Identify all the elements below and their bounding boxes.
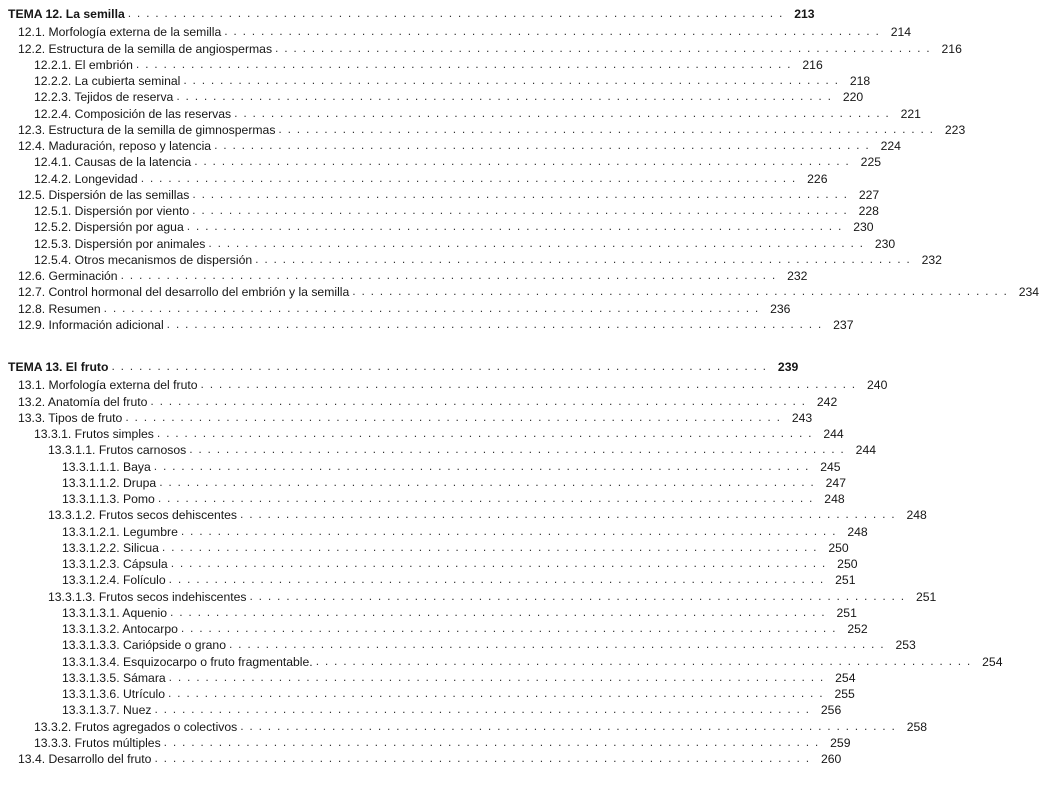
toc-entry bbox=[0, 300, 791, 316]
dot-leader: . . . . . . . . . . . . . . . . . . . . . . . . . . . . . . . . . . . . . . . . . . . . . . . . . . . . . . . . . . . . . . . . . . . . . . . . bbox=[154, 751, 811, 765]
toc-entry-title: 12.3. Estructura de la semilla de gimnospermas bbox=[18, 122, 276, 137]
toc-entry-title: 12.2.3. Tejidos de reserva bbox=[34, 90, 174, 105]
toc-entry bbox=[0, 734, 851, 750]
toc-page-number: 250 bbox=[828, 540, 849, 555]
dot-leader: . . . . . . . . . . . . . . . . . . . . . . . . . . . . . . . . . . . . . . . . . . . . . . . . . . . . . . . . . . . . . . . . . . . . . . . . bbox=[157, 491, 814, 505]
dot-leader: . . . . . . . . . . . . . . . . . . . . . . . . . . . . . . . . . . . . . . . . . . . . . . . . . . . . . . . . . . . . . . . . . . . . . . . . bbox=[234, 105, 890, 120]
dot-leader: . . . . . . . . . . . . . . . . . . . . . . . . . . . . . . . . . . . . . . . . . . . . . . . . . . . . . . . . . . . . . . . . . . . . . . . . bbox=[153, 458, 810, 473]
toc-entry-title: 12.1. Morfología externa de la semilla bbox=[18, 25, 222, 40]
toc-entry bbox=[0, 56, 823, 72]
toc-entry bbox=[0, 72, 871, 88]
toc-entry-title: 12.5.3. Dispersión por animales bbox=[34, 236, 206, 251]
toc-entry-title: 13.3.3. Frutos múltiples bbox=[34, 735, 161, 750]
toc-page-number: 237 bbox=[833, 317, 854, 332]
dot-leader: . . . . . . . . . . . . . . . . . . . . . . . . . . . . . . . . . . . . . . . . . . . . . . . . . . . . . . . . . . . . . . . . . . . . . . . . bbox=[228, 637, 885, 652]
dot-leader: . . . . . . . . . . . . . . . . . . . . . . . . . . . . . . . . . . . . . . . . . . . . . . . . . . . . . . . . . . . . . . . . . . . . . . . . bbox=[192, 186, 849, 201]
toc-page-number: 223 bbox=[944, 122, 966, 137]
dot-leader: . . . . . . . . . . . . . . . . . . . . . . . . . . . . . . . . . . . . . . . . . . . . . . . . . . . . . . . . . . . . . . . . . . . . . . . . bbox=[166, 316, 823, 331]
toc-page-number: 250 bbox=[837, 557, 858, 571]
toc-entry bbox=[0, 620, 868, 636]
toc-entry-title: TEMA 12. La semilla bbox=[8, 7, 125, 21]
dot-leader: . . . . . . . . . . . . . . . . . . . . . . . . . . . . . . . . . . . . . . . . . . . . . . . . . . . . . . . . . . . . . . . . . . . . . . . . bbox=[278, 121, 935, 136]
toc-entry-title: 13.3.1.3. Frutos secos indehiscentes bbox=[48, 589, 247, 604]
toc-entry-title: 13.3.1.3.1. Aquenio bbox=[62, 605, 168, 620]
toc-page-number: 258 bbox=[906, 719, 928, 734]
toc-page-number: 213 bbox=[794, 7, 815, 21]
toc-page-number: 244 bbox=[823, 427, 844, 441]
toc-entry-title: 12.2. Estructura de la semilla de angiospermas bbox=[18, 41, 273, 56]
toc-page-number: 216 bbox=[802, 57, 823, 72]
dot-leader: . . . . . . . . . . . . . . . . . . . . . . . . . . . . . . . . . . . . . . . . . . . . . . . . . . . . . . . . . . . . . . . . . . . . . . . . bbox=[200, 377, 857, 392]
toc-entry-title: 12.7. Control hormonal del desarrollo del embrión y la semilla bbox=[18, 285, 350, 300]
dot-leader: . . . . . . . . . . . . . . . . . . . . . . . . . . . . . . . . . . . . . . . . . . . . . . . . . . . . . . . . . . . . . . . . . . . . . . . . bbox=[224, 24, 881, 39]
toc-entry-title: 12.5.4. Otros mecanismos de dispersión bbox=[34, 252, 253, 267]
toc-entry-title: 13.3.1.2.1. Legumbre bbox=[62, 524, 178, 539]
toc-entry bbox=[0, 718, 928, 734]
toc-entry-title: 13.3.1.3.7. Nuez bbox=[62, 703, 152, 718]
toc-entry-title: 13.3.1.1.2. Drupa bbox=[62, 475, 157, 490]
toc-entry-title: 12.2.4. Composición de las reservas bbox=[34, 106, 232, 121]
dot-leader: . . . . . . . . . . . . . . . . . . . . . . . . . . . . . . . . . . . . . . . . . . . . . . . . . . . . . . . . . . . . . . . . . . . . . . . . bbox=[111, 359, 768, 373]
toc-page-number: 248 bbox=[824, 492, 845, 506]
toc-page-number: 234 bbox=[1018, 285, 1039, 300]
toc-entry bbox=[0, 376, 888, 393]
dot-leader: . . . . . . . . . . . . . . . . . . . . . . . . . . . . . . . . . . . . . . . . . . . . . . . . . . . . . . . . . . . . . . . . . . . . . . . . bbox=[127, 6, 784, 20]
toc-entry bbox=[0, 490, 845, 506]
dot-leader: . . . . . . . . . . . . . . . . . . . . . . . . . . . . . . . . . . . . . . . . . . . . . . . . . . . . . . . . . . . . . . . . . . . . . . . . bbox=[240, 718, 897, 733]
dot-leader: . . . . . . . . . . . . . . . . . . . . . . . . . . . . . . . . . . . . . . . . . . . . . . . . . . . . . . . . . . . . . . . . . . . . . . . . bbox=[161, 539, 818, 554]
toc-entry bbox=[0, 186, 880, 202]
toc-entry-title: 13.3.1.1.3. Pomo bbox=[62, 492, 155, 506]
toc-page-number: 248 bbox=[906, 508, 927, 523]
toc-entry bbox=[0, 23, 912, 40]
toc-entry bbox=[0, 653, 1003, 669]
toc-entry bbox=[0, 88, 864, 105]
toc-heading bbox=[0, 358, 799, 374]
dot-leader: . . . . . . . . . . . . . . . . . . . . . . . . . . . . . . . . . . . . . . . . . . . . . . . . . . . . . . . . . . . . . . . . . . . . . . . . bbox=[208, 235, 865, 250]
toc-entry-title: 13.3.1.2.2. Silicua bbox=[62, 540, 159, 555]
toc-page-number: 259 bbox=[830, 735, 851, 750]
dot-leader: . . . . . . . . . . . . . . . . . . . . . . . . . . . . . . . . . . . . . . . . . . . . . . . . . . . . . . . . . . . . . . . . . . . . . . . . bbox=[180, 523, 837, 538]
toc-page-number: 248 bbox=[847, 524, 868, 539]
toc-entry bbox=[0, 218, 874, 235]
toc-entry-title: 13.3.1.2. Frutos secos dehiscentes bbox=[48, 508, 238, 523]
toc-entry bbox=[0, 202, 879, 218]
toc-entry bbox=[0, 425, 844, 441]
toc-entry bbox=[0, 170, 828, 186]
dot-leader: . . . . . . . . . . . . . . . . . . . . . . . . . . . . . . . . . . . . . . . . . . . . . . . . . . . . . . . . . . . . . . . . . . . . . . . . bbox=[168, 572, 825, 587]
dot-leader: . . . . . . . . . . . . . . . . . . . . . . . . . . . . . . . . . . . . . . . . . . . . . . . . . . . . . . . . . . . . . . . . . . . . . . . . bbox=[159, 474, 815, 489]
toc-page-number: 230 bbox=[874, 236, 896, 251]
toc-entry-title: 13.1. Morfología externa del fruto bbox=[18, 378, 198, 393]
toc-entry-title: 13.3.1.3.5. Sámara bbox=[62, 670, 166, 685]
toc-entry bbox=[0, 137, 901, 153]
dot-leader: . . . . . . . . . . . . . . . . . . . . . . . . . . . . . . . . . . . . . . . . . . . . . . . . . . . . . . . . . . . . . . . . . . . . . . . . bbox=[255, 251, 911, 266]
toc-entry bbox=[0, 669, 856, 685]
toc-page-number: 225 bbox=[860, 155, 882, 170]
toc-page-number: 256 bbox=[820, 703, 842, 718]
dot-leader: . . . . . . . . . . . . . . . . . . . . . . . . . . . . . . . . . . . . . . . . . . . . . . . . . . . . . . . . . . . . . . . . . . . . . . . . bbox=[135, 56, 792, 71]
toc-page-number: 242 bbox=[816, 394, 838, 409]
toc-entry-title: 13.3.2. Frutos agregados o colectivos bbox=[34, 719, 238, 734]
dot-leader: . . . . . . . . . . . . . . . . . . . . . . . . . . . . . . . . . . . . . . . . . . . . . . . . . . . . . . . . . . . . . . . . . . . . . . . . bbox=[176, 89, 833, 104]
toc-page-number: 218 bbox=[849, 74, 871, 88]
toc-page-number: 254 bbox=[835, 670, 856, 685]
toc-page-number: 251 bbox=[836, 605, 857, 620]
toc-entry bbox=[0, 251, 942, 267]
toc-entry bbox=[0, 604, 857, 620]
dot-leader: . . . . . . . . . . . . . . . . . . . . . . . . . . . . . . . . . . . . . . . . . . . . . . . . . . . . . . . . . . . . . . . . . . . . . . . . bbox=[249, 588, 906, 603]
dot-leader: . . . . . . . . . . . . . . . . . . . . . . . . . . . . . . . . . . . . . . . . . . . . . . . . . . . . . . . . . . . . . . . . . . . . . . . . bbox=[180, 621, 837, 635]
dot-leader: . . . . . . . . . . . . . . . . . . . . . . . . . . . . . . . . . . . . . . . . . . . . . . . . . . . . . . . . . . . . . . . . . . . . . . . . bbox=[189, 442, 846, 457]
toc-page-number: 221 bbox=[900, 106, 921, 121]
toc-entry bbox=[0, 153, 882, 170]
toc-page-number: 240 bbox=[867, 378, 888, 393]
toc-entry-title: 12.5.1. Dispersión por viento bbox=[34, 204, 190, 218]
toc-page-number: 230 bbox=[853, 220, 874, 235]
toc-entry-title: 13.3.1.1. Frutos carnosos bbox=[48, 443, 187, 458]
toc-entry bbox=[0, 316, 854, 332]
toc-entry-title: 12.4.2. Longevidad bbox=[34, 171, 138, 186]
toc-entry bbox=[0, 409, 813, 425]
toc-entry bbox=[0, 267, 808, 283]
toc-entry bbox=[0, 235, 896, 251]
toc-entry-title: 13.3. Tipos de fruto bbox=[18, 410, 123, 425]
dot-leader: . . . . . . . . . . . . . . . . . . . . . . . . . . . . . . . . . . . . . . . . . . . . . . . . . . . . . . . . . . . . . . . . . . . . . . . . bbox=[275, 40, 931, 55]
toc-entry-title: TEMA 13. El fruto bbox=[8, 360, 109, 374]
toc-page-number: 239 bbox=[777, 360, 799, 374]
toc-entry bbox=[0, 506, 927, 523]
dot-leader: . . . . . . . . . . . . . . . . . . . . . . . . . . . . . . . . . . . . . . . . . . . . . . . . . . . . . . . . . . . . . . . . . . . . . . . . bbox=[214, 138, 870, 152]
toc-page-number: 247 bbox=[825, 475, 846, 490]
toc-page-number: 243 bbox=[791, 410, 813, 425]
dot-leader: . . . . . . . . . . . . . . . . . . . . . . . . . . . . . . . . . . . . . . . . . . . . . . . . . . . . . . . . . . . . . . . . . . . . . . . . bbox=[140, 170, 797, 185]
toc-entry-title: 12.6. Germinación bbox=[18, 269, 118, 283]
toc-entry-title: 13.3.1.3.2. Antocarpo bbox=[62, 622, 178, 636]
toc-page-number: 228 bbox=[858, 204, 879, 218]
toc-page-number: 232 bbox=[787, 269, 808, 283]
toc-entry-title: 13.3.1.1.1. Baya bbox=[62, 459, 151, 474]
toc-entry bbox=[0, 474, 846, 490]
toc-entry-title: 12.5. Dispersión de las semillas bbox=[18, 187, 190, 202]
dot-leader: . . . . . . . . . . . . . . . . . . . . . . . . . . . . . . . . . . . . . . . . . . . . . . . . . . . . . . . . . . . . . . . . . . . . . . . . bbox=[194, 154, 851, 169]
toc-page-number: 252 bbox=[847, 622, 868, 636]
toc-page-number: 220 bbox=[842, 90, 864, 105]
toc-entry-title: 13.4. Desarrollo del fruto bbox=[18, 752, 152, 766]
toc-entry-title: 12.5.2. Dispersión por agua bbox=[34, 220, 184, 235]
toc-entry bbox=[0, 685, 855, 701]
toc-entry-title: 13.3.1.2.3. Cápsula bbox=[62, 557, 168, 571]
toc-page-number: 254 bbox=[982, 654, 1003, 669]
toc-entry bbox=[0, 539, 849, 555]
toc-entry bbox=[0, 701, 842, 718]
toc-entry-title: 13.3.1.3.3. Cariópside o grano bbox=[62, 638, 226, 653]
toc-page-number: 245 bbox=[820, 459, 841, 474]
toc-page-number: 232 bbox=[921, 252, 942, 267]
toc-page-number: 214 bbox=[890, 25, 912, 40]
dot-leader: . . . . . . . . . . . . . . . . . . . . . . . . . . . . . . . . . . . . . . . . . . . . . . . . . . . . . . . . . . . . . . . . . . . . . . . . bbox=[156, 426, 813, 440]
dot-leader: . . . . . . . . . . . . . . . . . . . . . . . . . . . . . . . . . . . . . . . . . . . . . . . . . . . . . . . . . . . . . . . . . . . . . . . . bbox=[167, 686, 824, 700]
toc-page-number: 253 bbox=[895, 638, 916, 653]
dot-leader: . . . . . . . . . . . . . . . . . . . . . . . . . . . . . . . . . . . . . . . . . . . . . . . . . . . . . . . . . . . . . . . . . . . . . . . . bbox=[154, 702, 811, 717]
dot-leader: . . . . . . . . . . . . . . . . . . . . . . . . . . . . . . . . . . . . . . . . . . . . . . . . . . . . . . . . . . . . . . . . . . . . . . . . bbox=[186, 219, 843, 234]
toc-entry bbox=[0, 441, 877, 458]
toc-entry-title: 12.4.1. Causas de la latencia bbox=[34, 155, 192, 170]
toc-entry-title: 13.3.1. Frutos simples bbox=[34, 427, 154, 441]
dot-leader: . . . . . . . . . . . . . . . . . . . . . . . . . . . . . . . . . . . . . . . . . . . . . . . . . . . . . . . . . . . . . . . . . . . . . . . . bbox=[150, 393, 807, 408]
dot-leader: . . . . . . . . . . . . . . . . . . . . . . . . . . . . . . . . . . . . . . . . . . . . . . . . . . . . . . . . . . . . . . . . . . . . . . . . bbox=[120, 268, 777, 282]
toc-entry-title: 13.2. Anatomía del fruto bbox=[18, 394, 148, 409]
toc-heading bbox=[0, 5, 815, 21]
dot-leader: . . . . . . . . . . . . . . . . . . . . . . . . . . . . . . . . . . . . . . . . . . . . . . . . . . . . . . . . . . . . . . . . . . . . . . . . bbox=[170, 604, 826, 619]
toc-page-number: 251 bbox=[835, 573, 856, 588]
toc-entry bbox=[0, 105, 921, 121]
toc-page-number: 236 bbox=[770, 301, 791, 316]
dot-leader: . . . . . . . . . . . . . . . . . . . . . . . . . . . . . . . . . . . . . . . . . . . . . . . . . . . . . . . . . . . . . . . . . . . . . . . . bbox=[240, 507, 896, 522]
toc-entry-title: 12.9. Información adicional bbox=[18, 317, 164, 332]
toc-page-number: 255 bbox=[834, 687, 855, 701]
dot-leader: . . . . . . . . . . . . . . . . . . . . . . . . . . . . . . . . . . . . . . . . . . . . . . . . . . . . . . . . . . . . . . . . . . . . . . . . bbox=[103, 300, 760, 315]
toc-page-number: 251 bbox=[915, 589, 937, 604]
toc-page-number: 224 bbox=[880, 139, 901, 153]
toc-entry bbox=[0, 555, 858, 571]
toc-entry bbox=[0, 40, 962, 56]
toc-entry bbox=[0, 393, 838, 409]
toc-entry bbox=[0, 571, 856, 588]
dot-leader: . . . . . . . . . . . . . . . . . . . . . . . . . . . . . . . . . . . . . . . . . . . . . . . . . . . . . . . . . . . . . . . . . . . . . . . . bbox=[183, 73, 840, 87]
toc-entry bbox=[0, 121, 966, 137]
toc-entry-title: 13.3.1.3.6. Utrículo bbox=[62, 687, 165, 701]
dot-leader: . . . . . . . . . . . . . . . . . . . . . . . . . . . . . . . . . . . . . . . . . . . . . . . . . . . . . . . . . . . . . . . . . . . . . . . . bbox=[192, 203, 848, 217]
dot-leader: . . . . . . . . . . . . . . . . . . . . . . . . . . . . . . . . . . . . . . . . . . . . . . . . . . . . . . . . . . . . . . . . . . . . . . . . bbox=[352, 284, 1009, 299]
dot-leader: . . . . . . . . . . . . . . . . . . . . . . . . . . . . . . . . . . . . . . . . . . . . . . . . . . . . . . . . . . . . . . . . . . . . . . . . bbox=[163, 734, 820, 749]
dot-leader: . . . . . . . . . . . . . . . . . . . . . . . . . . . . . . . . . . . . . . . . . . . . . . . . . . . . . . . . . . . . . . . . . . . . . . . . bbox=[168, 669, 825, 684]
toc-page-number: 227 bbox=[858, 187, 880, 202]
toc-entry bbox=[0, 283, 1039, 300]
dot-leader: . . . . . . . . . . . . . . . . . . . . . . . . . . . . . . . . . . . . . . . . . . . . . . . . . . . . . . . . . . . . . . . . . . . . . . . . bbox=[170, 556, 827, 570]
toc-entry bbox=[0, 636, 916, 653]
toc-page-number: 226 bbox=[807, 171, 828, 186]
toc-entry-title: 12.2.2. La cubierta seminal bbox=[34, 74, 181, 88]
dot-leader: . . . . . . . . . . . . . . . . . . . . . . . . . . . . . . . . . . . . . . . . . . . . . . . . . . . . . . . . . . . . . . . . . . . . . . . . bbox=[125, 409, 782, 424]
toc-page-number: 244 bbox=[855, 443, 877, 458]
toc-entry-title: 12.4. Maduración, reposo y latencia bbox=[18, 139, 212, 153]
toc-entry-title: 12.8. Resumen bbox=[18, 301, 101, 316]
toc-page-number: 216 bbox=[941, 41, 962, 56]
toc-page-number: 260 bbox=[820, 752, 842, 766]
toc-entry bbox=[0, 523, 868, 539]
toc-entry bbox=[0, 458, 841, 474]
toc-entry-title: 13.3.1.3.4. Esquizocarpo o fruto fragmentable. bbox=[62, 654, 313, 669]
toc-entry-title: 12.2.1. El embrión bbox=[34, 57, 133, 72]
toc-entry bbox=[0, 588, 937, 604]
toc-entry bbox=[0, 750, 842, 766]
toc-entry-title: 13.3.1.2.4. Folículo bbox=[62, 573, 166, 588]
dot-leader: . . . . . . . . . . . . . . . . . . . . . . . . . . . . . . . . . . . . . . . . . . . . . . . . . . . . . . . . . . . . . . . . . . . . . . . . bbox=[315, 653, 972, 668]
